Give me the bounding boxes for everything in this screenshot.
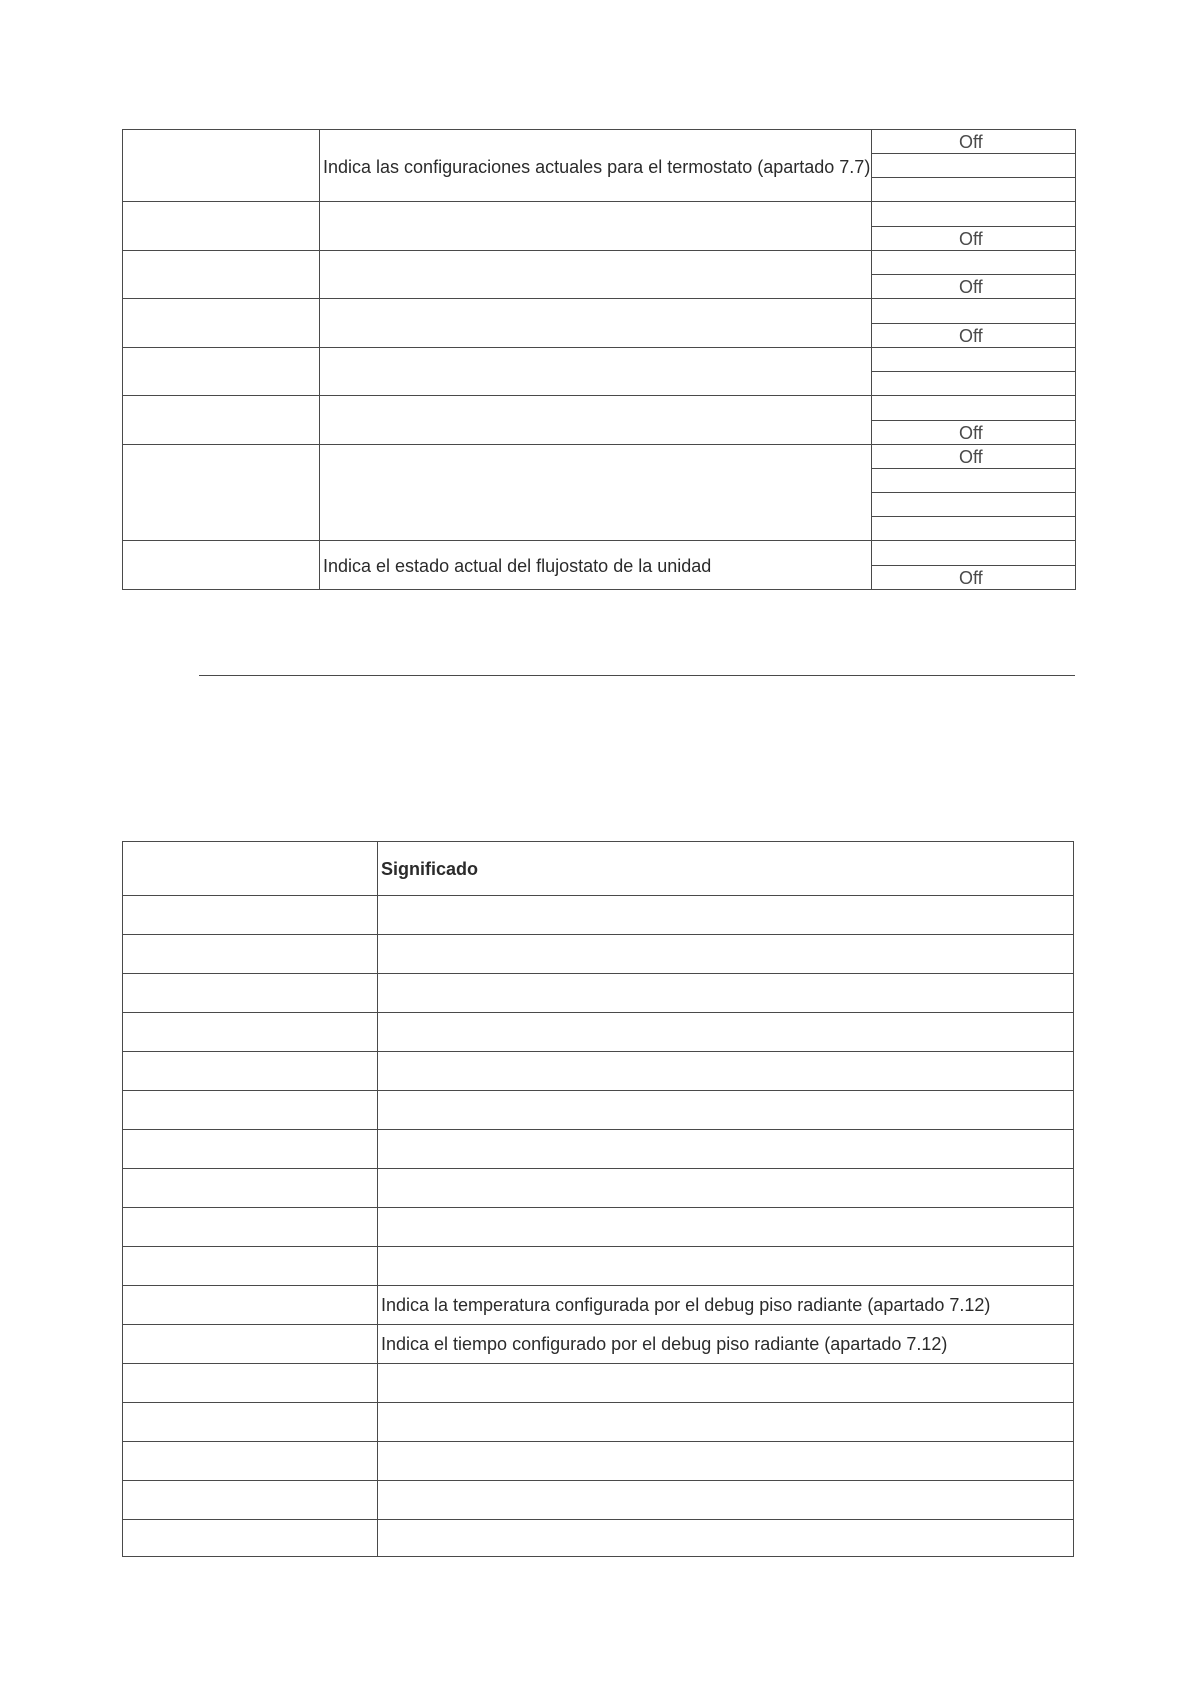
radiant-floor-time-description: Indica el tiempo configurado por el debug piso radiante (apartado 7.12) [381,1334,948,1354]
status-table [0,0,1190,600]
section-divider [199,675,1075,676]
value-off: Off [959,423,983,443]
value-off: Off [959,229,983,249]
thermostat-description: Indica las configuraciones actuales para el termostato (apartado 7.7) [323,157,871,177]
radiant-floor-temp-description: Indica la temperatura configurada por el debug piso radiante (apartado 7.12) [381,1295,991,1315]
value-off: Off [959,277,983,297]
flow-switch-description: Indica el estado actual del flujostato de la unidad [323,556,712,576]
value-off: Off [959,568,983,588]
value-off: Off [959,132,983,152]
value-off: Off [959,326,983,346]
header-meaning: Significado [381,859,479,879]
value-off: Off [959,447,983,467]
